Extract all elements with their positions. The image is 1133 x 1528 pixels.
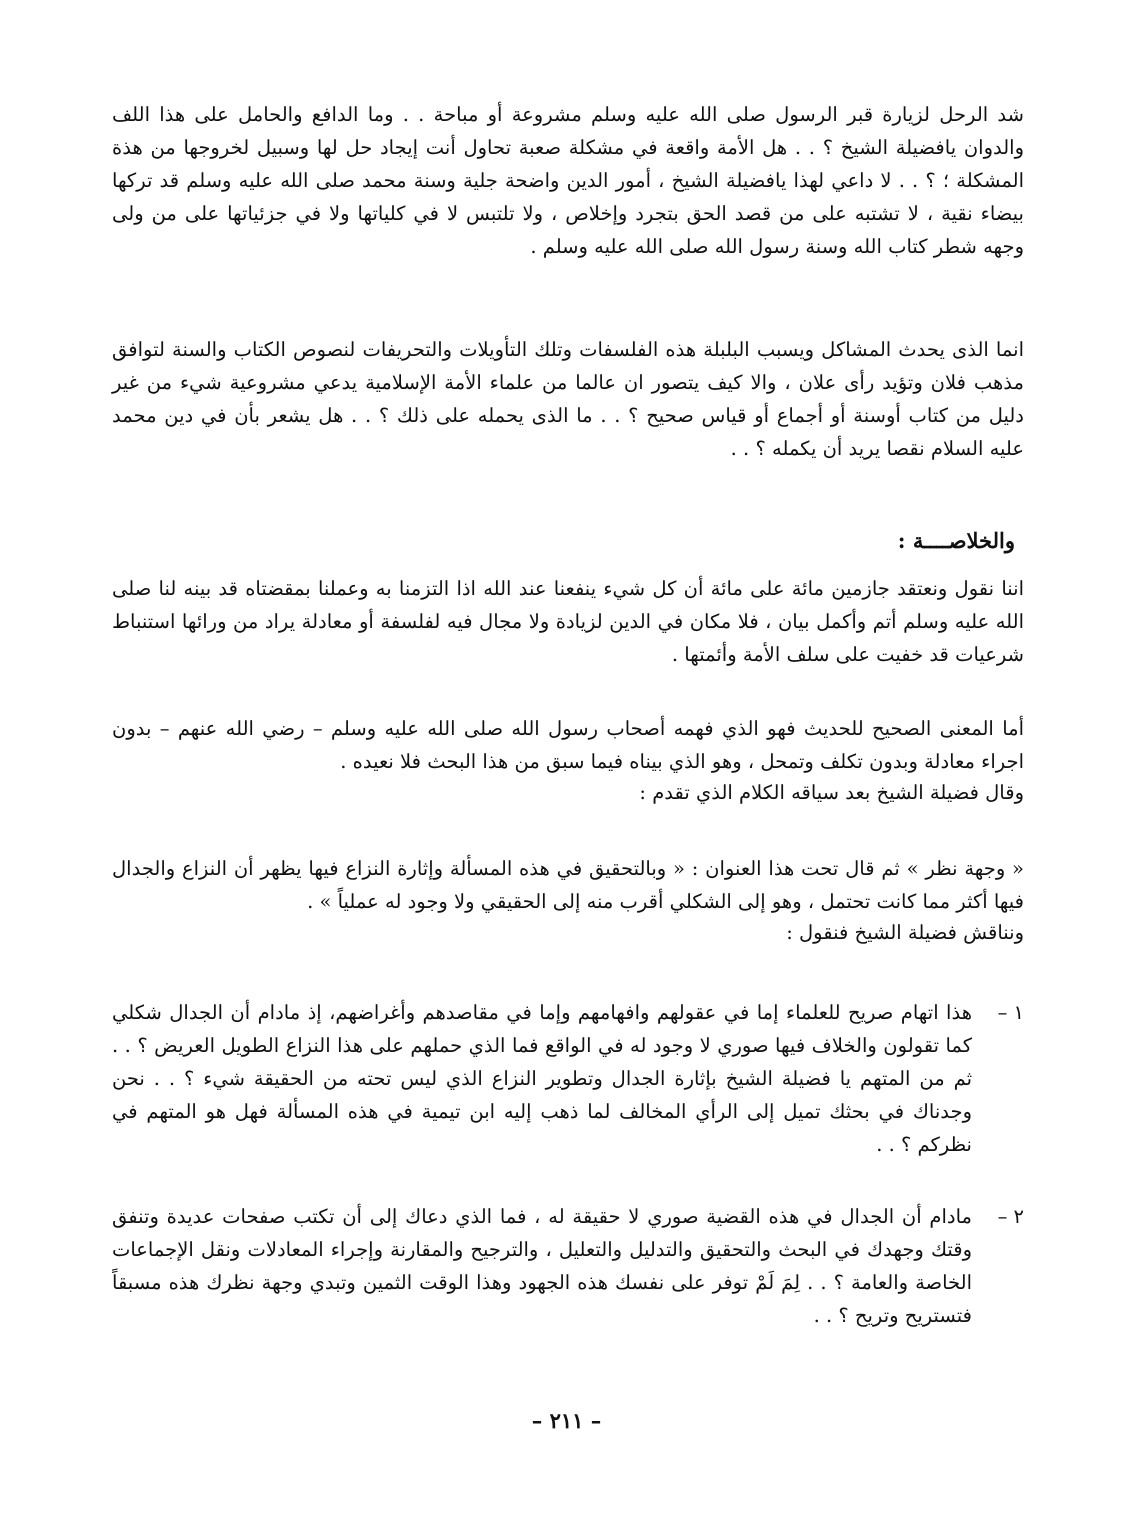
paragraph-conclusion: اننا نقول ونعتقد جازمين مائة على مائة أن كل شيء ينفعنا عند الله اذا التزمنا به وعملنا بمقضتاه قد بينه لنا صلى الله عليه وسلم أتم وأكمل بيان ، فلا مكان في الدين لزيادة ولا مجال فيه لفلسفة أو معادلة يراد من ورائها استنباط شرعيات قد خفيت على سلف الأمة وأئمتها . bbox=[112, 577, 1024, 666]
paragraph-point-of-view: « وجهة نظر » ثم قال تحت هذا العنوان : « وبالتحقيق في هذه المسألة وإثارة النزاع فيها يظهر أن النزاع والجدال فيها أكثر مما كانت تحتمل ، وهو إلى الشكلي أقرب منه إلى الحقيقي ولا وجود له عملياً » . bbox=[112, 857, 1024, 913]
section-heading-conclusion: والخلاصــــة : bbox=[897, 528, 1015, 553]
numbered-point-2 bbox=[112, 1200, 1024, 1332]
point-number: ١ – bbox=[997, 1001, 1024, 1024]
paragraph-sheikh-said: وقال فضيلة الشيخ بعد سياقه الكلام الذي تقدم : bbox=[639, 781, 1024, 804]
page-number: – ٢١١ – bbox=[531, 1408, 602, 1433]
paragraph-shadd-al-rahl: شد الرحل لزيارة قبر الرسول صلى الله عليه وسلم مشروعة أو مباحة . . وما الدافع والحامل على هذا اللف والدوان يافضيلة الشيخ ؟ . . هل الأمة واقعة في مشكلة صعبة تحاول أنت إيجاد حل لها وسبيل لخروجها من هذة المشكلة ؛ ؟ . . لا داعي لهذا يافضيلة الشيخ ، أمور الدين واضحة جلية وسنة محمد صلى الله عليه وسلم قد تركها بيضاء نقية ، لا تشتبه على من قصد الحق بتجرد وإخلاص ، ولا تلتبس لا في كلياتها ولا في جزئياتها على من ولى وجهه شطر كتاب الله وسنة رسول الله صلى الله عليه وسلم . bbox=[112, 103, 1024, 258]
point-text: مادام أن الجدال في هذه القضية صوري لا حقيقة له ، فما الذي دعاك إلى أن تكتب صفحات عديدة وتنفق وقتك وجهدك في البحث والتحقيق والتدليل والتعليل ، والترجيح والمقارنة وإجراء المعادلات ونقل الإجماعات الخاصة والعامة ؟ . . لِمَ لَمْ توفر على نفسك هذه الجهود وهذا الوقت الثمين وتبدي وجهة نظرك هذه مسبقاً فتستريح وتريح ؟ . . bbox=[112, 1205, 972, 1327]
paragraph-we-discuss: ونناقش فضيلة الشيخ فنقول : bbox=[786, 921, 1024, 944]
paragraph-correct-meaning: أما المعنى الصحيح للحديث فهو الذي فهمه أصحاب رسول الله صلى الله عليه وسلم – رضي الله عنهم – بدون اجراء معادلة وبدون تكلف وتمحل ، وهو الذي بيناه فيما سبق من هذا البحث فلا نعيده . bbox=[112, 717, 1024, 773]
numbered-point-1 bbox=[112, 996, 1024, 1161]
point-text: هذا اتهام صريح للعلماء إما في عقولهم وافهامهم وإما في مقاصدهم وأغراضهم، إذ مادام أن الجدال شكلي كما تقولون والخلاف فيها صوري لا وجود له في الواقع فما الذي حملهم على هذا النزاع الطويل العريض ؟ . . ثم من المتهم يا فضيلة الشيخ بإثارة الجدال وتطوير النزاع الذي ليس تحته من الحقيقة شيء ؟ . . نحن وجدناك في بحثك تميل إلى الرأي المخالف لما ذهب إليه ابن تيمية في هذه المسألة فهل هو المتهم في نظركم ؟ . . bbox=[112, 1001, 972, 1156]
point-number: ٢ – bbox=[997, 1205, 1024, 1228]
paragraph-philosophies: انما الذى يحدث المشاكل ويسبب البلبلة هذه الفلسفات وتلك التأويلات والتحريفات لنصوص الكتاب والسنة لتوافق مذهب فلان وتؤيد رأى علان ، والا كيف يتصور ان عالما من علماء الأمة الإسلامية يدعي مشروعية شيء من غير دليل من كتاب أوسنة أو أجماع أو قياس صحيح ؟ . . ما الذى يحمله على ذلك ؟ . . هل يشعر بأن في دين محمد عليه السلام نقصا يريد أن يكمله ؟ . . bbox=[112, 338, 1024, 460]
